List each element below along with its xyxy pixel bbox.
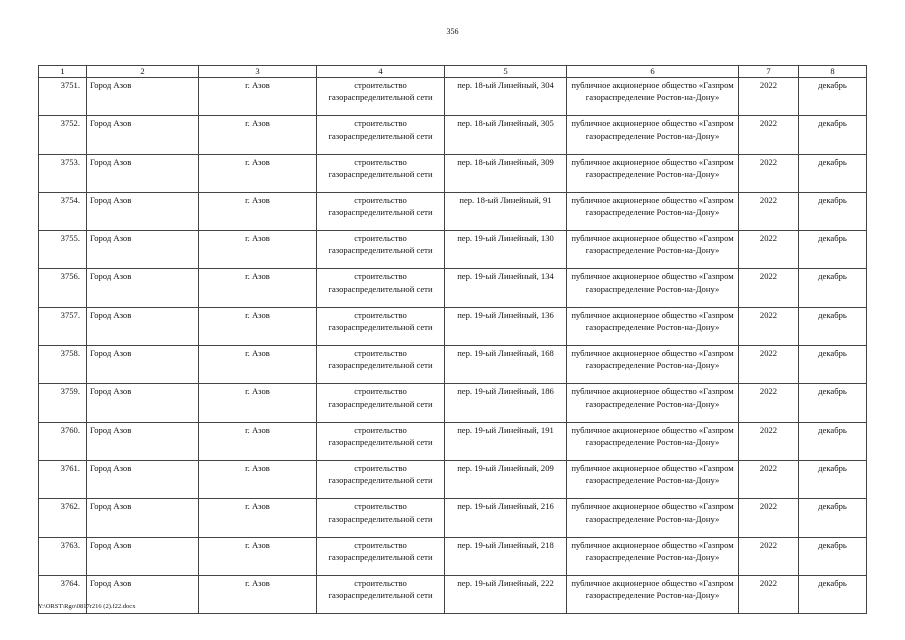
row-number: 3759. xyxy=(39,384,87,422)
row-number: 3753. xyxy=(39,154,87,192)
footer-file-path: Y:\ORST\Rgo\0817r216 (2).f22.docx xyxy=(38,603,136,610)
year-cell: 2022 xyxy=(739,460,799,498)
table-row xyxy=(39,269,867,307)
work-type-cell: строительство газораспределительной сети xyxy=(317,307,445,345)
column-header-7: 7 xyxy=(739,66,799,78)
year-cell: 2022 xyxy=(739,384,799,422)
row-number: 3758. xyxy=(39,346,87,384)
month-cell: декабрь xyxy=(799,537,867,575)
row-number: 3752. xyxy=(39,116,87,154)
year-cell: 2022 xyxy=(739,499,799,537)
table-row xyxy=(39,422,867,460)
district-cell: Город Азов xyxy=(87,384,199,422)
work-type-cell: строительство газораспределительной сети xyxy=(317,460,445,498)
month-cell: декабрь xyxy=(799,460,867,498)
column-header-8: 8 xyxy=(799,66,867,78)
address-cell: пер. 18-ый Линейный, 309 xyxy=(445,154,567,192)
table-body xyxy=(39,78,867,614)
district-cell: Город Азов xyxy=(87,346,199,384)
month-cell: декабрь xyxy=(799,116,867,154)
month-cell: декабрь xyxy=(799,154,867,192)
operator-cell: публичное акционерное общество «Газпром газораспределение Ростов-на-Дону» xyxy=(567,78,739,116)
locality-cell: г. Азов xyxy=(199,460,317,498)
locality-cell: г. Азов xyxy=(199,154,317,192)
work-type-cell: строительство газораспределительной сети xyxy=(317,269,445,307)
district-cell: Город Азов xyxy=(87,269,199,307)
table-row xyxy=(39,307,867,345)
year-cell: 2022 xyxy=(739,116,799,154)
locality-cell: г. Азов xyxy=(199,537,317,575)
month-cell: декабрь xyxy=(799,384,867,422)
locality-cell: г. Азов xyxy=(199,78,317,116)
locality-cell: г. Азов xyxy=(199,116,317,154)
year-cell: 2022 xyxy=(739,307,799,345)
month-cell: декабрь xyxy=(799,78,867,116)
address-cell: пер. 18-ый Линейный, 91 xyxy=(445,192,567,230)
year-cell: 2022 xyxy=(739,537,799,575)
work-type-cell: строительство газораспределительной сети xyxy=(317,384,445,422)
address-cell: пер. 19-ый Линейный, 134 xyxy=(445,269,567,307)
table-row xyxy=(39,116,867,154)
table-row xyxy=(39,192,867,230)
operator-cell: публичное акционерное общество «Газпром газораспределение Ростов-на-Дону» xyxy=(567,499,739,537)
operator-cell: публичное акционерное общество «Газпром газораспределение Ростов-на-Дону» xyxy=(567,460,739,498)
month-cell: декабрь xyxy=(799,346,867,384)
address-cell: пер. 19-ый Линейный, 168 xyxy=(445,346,567,384)
year-cell: 2022 xyxy=(739,575,799,613)
work-type-cell: строительство газораспределительной сети xyxy=(317,499,445,537)
address-cell: пер. 18-ый Линейный, 305 xyxy=(445,116,567,154)
table-row xyxy=(39,499,867,537)
work-type-cell: строительство газораспределительной сети xyxy=(317,116,445,154)
district-cell: Город Азов xyxy=(87,422,199,460)
row-number: 3760. xyxy=(39,422,87,460)
operator-cell: публичное акционерное общество «Газпром газораспределение Ростов-на-Дону» xyxy=(567,346,739,384)
locality-cell: г. Азов xyxy=(199,384,317,422)
operator-cell: публичное акционерное общество «Газпром газораспределение Ростов-на-Дону» xyxy=(567,192,739,230)
table-row xyxy=(39,154,867,192)
year-cell: 2022 xyxy=(739,422,799,460)
district-cell: Город Азов xyxy=(87,192,199,230)
table-row xyxy=(39,231,867,269)
table-row xyxy=(39,346,867,384)
operator-cell: публичное акционерное общество «Газпром газораспределение Ростов-на-Дону» xyxy=(567,422,739,460)
row-number: 3761. xyxy=(39,460,87,498)
column-header-3: 3 xyxy=(199,66,317,78)
district-cell: Город Азов xyxy=(87,537,199,575)
operator-cell: публичное акционерное общество «Газпром газораспределение Ростов-на-Дону» xyxy=(567,116,739,154)
row-number: 3755. xyxy=(39,231,87,269)
year-cell: 2022 xyxy=(739,78,799,116)
year-cell: 2022 xyxy=(739,231,799,269)
address-cell: пер. 19-ый Линейный, 130 xyxy=(445,231,567,269)
work-type-cell: строительство газораспределительной сети xyxy=(317,346,445,384)
month-cell: декабрь xyxy=(799,422,867,460)
row-number: 3763. xyxy=(39,537,87,575)
address-cell: пер. 19-ый Линейный, 218 xyxy=(445,537,567,575)
column-header-4: 4 xyxy=(317,66,445,78)
operator-cell: публичное акционерное общество «Газпром газораспределение Ростов-на-Дону» xyxy=(567,307,739,345)
year-cell: 2022 xyxy=(739,269,799,307)
district-cell: Город Азов xyxy=(87,78,199,116)
work-type-cell: строительство газораспределительной сети xyxy=(317,422,445,460)
month-cell: декабрь xyxy=(799,575,867,613)
address-cell: пер. 18-ый Линейный, 304 xyxy=(445,78,567,116)
work-type-cell: строительство газораспределительной сети xyxy=(317,231,445,269)
year-cell: 2022 xyxy=(739,192,799,230)
operator-cell: публичное акционерное общество «Газпром газораспределение Ростов-на-Дону» xyxy=(567,575,739,613)
year-cell: 2022 xyxy=(739,346,799,384)
district-cell: Город Азов xyxy=(87,575,199,613)
locality-cell: г. Азов xyxy=(199,499,317,537)
district-cell: Город Азов xyxy=(87,307,199,345)
locality-cell: г. Азов xyxy=(199,231,317,269)
district-cell: Город Азов xyxy=(87,116,199,154)
month-cell: декабрь xyxy=(799,269,867,307)
year-cell: 2022 xyxy=(739,154,799,192)
row-number: 3751. xyxy=(39,78,87,116)
table-row xyxy=(39,78,867,116)
column-header-2: 2 xyxy=(87,66,199,78)
address-cell: пер. 19-ый Линейный, 222 xyxy=(445,575,567,613)
register-table xyxy=(38,65,867,614)
table-row xyxy=(39,460,867,498)
locality-cell: г. Азов xyxy=(199,422,317,460)
operator-cell: публичное акционерное общество «Газпром газораспределение Ростов-на-Дону» xyxy=(567,154,739,192)
month-cell: декабрь xyxy=(799,192,867,230)
locality-cell: г. Азов xyxy=(199,269,317,307)
page-number: 356 xyxy=(446,27,459,36)
address-cell: пер. 19-ый Линейный, 216 xyxy=(445,499,567,537)
month-cell: декабрь xyxy=(799,307,867,345)
district-cell: Город Азов xyxy=(87,460,199,498)
row-number: 3762. xyxy=(39,499,87,537)
row-number: 3757. xyxy=(39,307,87,345)
header-row xyxy=(39,66,867,78)
operator-cell: публичное акционерное общество «Газпром газораспределение Ростов-на-Дону» xyxy=(567,537,739,575)
row-number: 3754. xyxy=(39,192,87,230)
locality-cell: г. Азов xyxy=(199,346,317,384)
address-cell: пер. 19-ый Линейный, 186 xyxy=(445,384,567,422)
address-cell: пер. 19-ый Линейный, 191 xyxy=(445,422,567,460)
row-number: 3756. xyxy=(39,269,87,307)
locality-cell: г. Азов xyxy=(199,192,317,230)
operator-cell: публичное акционерное общество «Газпром газораспределение Ростов-на-Дону» xyxy=(567,269,739,307)
locality-cell: г. Азов xyxy=(199,307,317,345)
table-row xyxy=(39,537,867,575)
operator-cell: публичное акционерное общество «Газпром газораспределение Ростов-на-Дону» xyxy=(567,384,739,422)
operator-cell: публичное акционерное общество «Газпром газораспределение Ростов-на-Дону» xyxy=(567,231,739,269)
work-type-cell: строительство газораспределительной сети xyxy=(317,575,445,613)
work-type-cell: строительство газораспределительной сети xyxy=(317,154,445,192)
district-cell: Город Азов xyxy=(87,231,199,269)
column-header-1: 1 xyxy=(39,66,87,78)
table-row xyxy=(39,384,867,422)
column-header-5: 5 xyxy=(445,66,567,78)
district-cell: Город Азов xyxy=(87,154,199,192)
district-cell: Город Азов xyxy=(87,499,199,537)
row-number: 3764. xyxy=(39,575,87,613)
month-cell: декабрь xyxy=(799,499,867,537)
work-type-cell: строительство газораспределительной сети xyxy=(317,78,445,116)
column-header-6: 6 xyxy=(567,66,739,78)
locality-cell: г. Азов xyxy=(199,575,317,613)
month-cell: декабрь xyxy=(799,231,867,269)
work-type-cell: строительство газораспределительной сети xyxy=(317,537,445,575)
table-row xyxy=(39,575,867,613)
address-cell: пер. 19-ый Линейный, 209 xyxy=(445,460,567,498)
work-type-cell: строительство газораспределительной сети xyxy=(317,192,445,230)
address-cell: пер. 19-ый Линейный, 136 xyxy=(445,307,567,345)
